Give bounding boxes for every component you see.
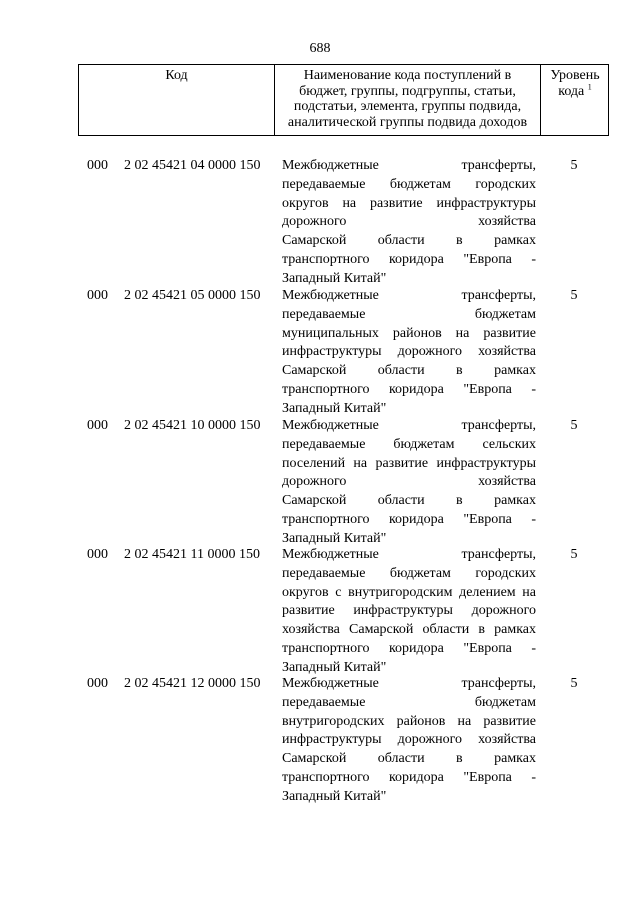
description-line: транспортного коридора "Европа - — [282, 381, 536, 397]
row-admin-code: 000 — [87, 547, 108, 562]
description-line: Западный Китай" — [282, 400, 387, 416]
description-line: Межбюджетные трансферты, — [282, 288, 536, 303]
page-number: 688 — [309, 41, 331, 56]
description-line: Западный Китай" — [282, 788, 387, 804]
row-description — [282, 287, 536, 419]
description-line: Западный Китай" — [282, 270, 387, 286]
description-line: инфраструктуры дорожного хозяйства — [282, 732, 536, 748]
header-code-label: Код — [165, 68, 188, 83]
description-line: Межбюджетные трансферты, — [282, 547, 536, 562]
row-budget-code: 2 02 45421 12 0000 150 — [124, 676, 261, 691]
description-line: хозяйства Самарской области в рамках — [282, 622, 536, 638]
row-budget-code: 2 02 45421 10 0000 150 — [124, 418, 261, 433]
row-description — [282, 417, 536, 549]
description-line: передаваемые бюджетам — [282, 306, 536, 322]
table-header — [78, 64, 609, 136]
description-line: транспортного коридора "Европа - — [282, 511, 536, 527]
description-line: Самарской области в рамках — [282, 233, 536, 249]
row-admin-code: 000 — [87, 676, 108, 691]
row-level: 5 — [570, 676, 578, 691]
description-line: округов с внутригородским делением на — [282, 584, 536, 600]
description-line: транспортного коридора "Европа - — [282, 251, 536, 267]
row-description — [282, 546, 536, 678]
header-level-kod: кода — [558, 83, 585, 99]
row-admin-code: 000 — [87, 158, 108, 173]
description-line: Самарской области в рамках — [282, 751, 536, 767]
description-line: Западный Китай" — [282, 659, 387, 675]
description-line: инфраструктуры дорожного хозяйства — [282, 344, 536, 360]
description-line: Западный Китай" — [282, 530, 387, 546]
row-level: 5 — [570, 288, 578, 303]
description-line: передаваемые бюджетам — [282, 694, 536, 710]
description-line: передаваемые бюджетам сельских — [282, 436, 536, 452]
description-line: дорожного хозяйства — [282, 214, 536, 230]
row-level: 5 — [570, 547, 578, 562]
header-level — [541, 65, 609, 135]
description-line: Межбюджетные трансферты, — [282, 676, 536, 691]
row-admin-code: 000 — [87, 288, 108, 303]
header-name-line: аналитической группы подвида доходов — [287, 114, 528, 130]
description-line: Межбюджетные трансферты, — [282, 158, 536, 173]
header-name — [275, 65, 541, 135]
description-line: передаваемые бюджетам городских — [282, 176, 536, 192]
row-description — [282, 675, 536, 807]
description-line: развитие инфраструктуры дорожного — [282, 603, 536, 619]
description-line: муниципальных районов на развитие — [282, 325, 536, 341]
description-line: передаваемые бюджетам городских — [282, 565, 536, 581]
row-budget-code: 2 02 45421 05 0000 150 — [124, 288, 261, 303]
description-line: внутригородских районов на развитие — [282, 713, 536, 729]
header-name-line: бюджет, группы, подгруппы, статьи, — [299, 83, 516, 99]
description-line: транспортного коридора "Европа - — [282, 769, 536, 785]
header-level-line1: Уровень — [550, 68, 600, 83]
description-line: поселений на развитие инфраструктуры — [282, 455, 536, 471]
row-level: 5 — [570, 158, 578, 173]
header-code — [79, 65, 275, 135]
header-name-line: подстатьи, элемента, группы подвида, — [293, 99, 522, 114]
row-level: 5 — [570, 418, 578, 433]
description-line: округов на развитие инфраструктуры — [282, 195, 536, 211]
row-budget-code: 2 02 45421 04 0000 150 — [124, 158, 261, 173]
description-line: транспортного коридора "Европа - — [282, 640, 536, 656]
description-line: Самарской области в рамках — [282, 363, 536, 379]
description-line: Межбюджетные трансферты, — [282, 418, 536, 433]
footnote-marker: 1 — [587, 81, 592, 91]
header-level-line2 — [541, 81, 609, 100]
row-description — [282, 157, 536, 289]
row-budget-code: 2 02 45421 11 0000 150 — [124, 547, 260, 562]
description-line: Самарской области в рамках — [282, 493, 536, 509]
row-admin-code: 000 — [87, 418, 108, 433]
header-name-line: Наименование кода поступлений в — [303, 68, 512, 83]
description-line: дорожного хозяйства — [282, 474, 536, 490]
